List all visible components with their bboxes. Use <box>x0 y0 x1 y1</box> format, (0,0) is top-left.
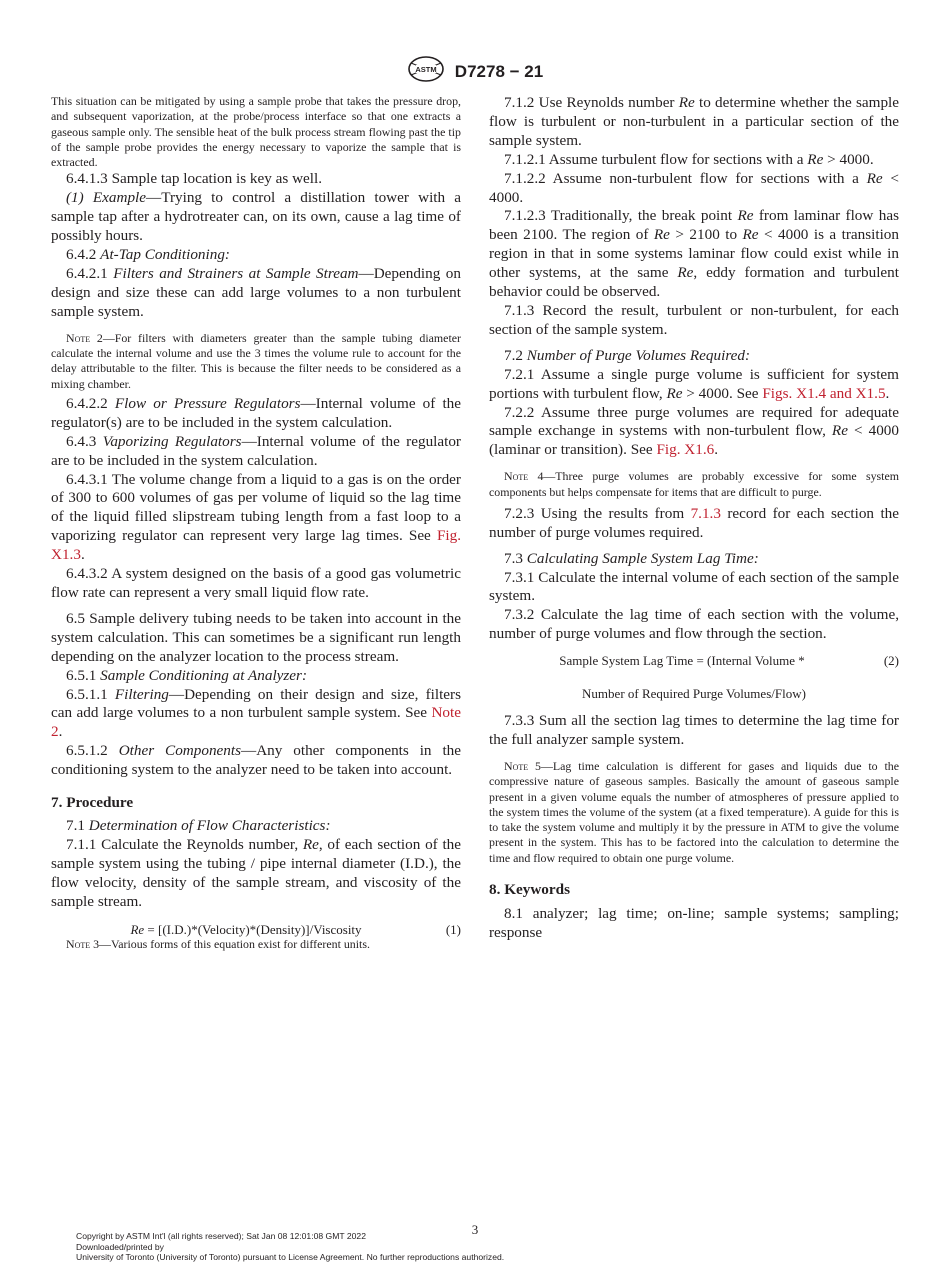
equation-number: (1) <box>445 921 461 937</box>
astm-logo-icon <box>407 56 445 87</box>
section-6-5: 6.5 Sample delivery tubing needs to be taken into account in the system calculation. This can sometimes be a significant run length depending on the analyzer location to the process stream. <box>51 609 461 665</box>
section-8-1: 8.1 analyzer; lag time; on-line; sample systems; sampling; response <box>489 905 899 941</box>
section-7-3-3: 7.3.3 Sum all the section lag times to determine the lag time for the full analyzer sample system. <box>489 712 899 749</box>
section-number: 6.4.3 <box>66 432 103 450</box>
section-title: Other Components <box>118 742 241 760</box>
document-id: D7278 − 21 <box>454 61 544 81</box>
section-7-2 <box>489 347 899 366</box>
section-7-1-3: 7.1.3 Record the result, turbulent or non-turbulent, for each section of the sample system. <box>489 301 899 338</box>
section-number: 6.4.2 <box>66 246 101 264</box>
equation-1 <box>51 921 461 939</box>
section-text: 7.1.2.1 Assume turbulent flow for sections with a <box>504 150 808 168</box>
equation-line-2: Number of Required Purge Volumes/Flow) <box>582 686 806 702</box>
note-label: Note <box>66 936 91 951</box>
section-7-1-2 <box>489 94 899 151</box>
punctuation: . <box>714 441 719 459</box>
section-text: —Internal volume of the regulator(s) are to be included in the system calculation. <box>51 394 462 431</box>
footer-line-1: Copyright by ASTM Int'l (all rights reserved); Sat Jan 08 12:01:08 GMT 2022 <box>76 1231 366 1241</box>
section-number: 6.4.2.1 <box>66 265 114 283</box>
section-7-3 <box>489 550 899 569</box>
section-text: < 4000. <box>489 169 899 206</box>
section-number: 7.3 <box>504 549 527 567</box>
section-title: Filtering <box>114 685 169 703</box>
section-number: 6.4.2.2 <box>66 394 115 412</box>
section-6-4-2-2 <box>51 395 461 433</box>
section-text: 7.1.2.2 Assume non-turbulent flow for sections with a <box>504 169 867 187</box>
section-7-2-2 <box>489 404 899 461</box>
example-text: —Trying to control a distillation tower with a sample tap after a hydrotreater can, on its own, cause a lag time of possibly hours. <box>51 189 462 245</box>
svg-text:ASTM: ASTM <box>415 65 437 74</box>
section-text: < 4000 (laminar or transition). See <box>489 422 899 459</box>
note-label: Note <box>66 330 91 345</box>
section-title: Sample Conditioning at Analyzer: <box>100 666 308 684</box>
footer-line-2: Downloaded/printed by <box>76 1241 164 1252</box>
section-6-5-1 <box>51 667 461 686</box>
section-text: to determine whether the sample flow is turbulent or non-turbulent in a particular section of the sample system. <box>489 94 899 149</box>
section-text: > 4000. <box>823 150 874 168</box>
section-text: 6.4.3.1 The volume change from a liquid to a gas is on the order of 300 to 600 volumes of gas per volume of liquid so the lag time of the liquid filled slipstream tubing length from a fast loop to a vaporizing regulator can represent very large lag times. See <box>51 470 461 545</box>
paragraph-continuation: This situation can be mitigated by using a sample probe that takes the pressure drop, and subsequent vaporization, at the probe/process interface so that one extracts a gaseous sample only. The sensible heat of the bulk process stream flowing past the tip of the sample probe provides the energy necessary to vaporize the sample that is extracted. <box>51 94 461 170</box>
re-symbol: Re <box>130 921 145 937</box>
equation-line-1: Sample System Lag Time = (Internal Volume * <box>559 653 805 669</box>
section-text: 7.1.1 Calculate the Reynolds number, <box>66 835 303 853</box>
re-symbol: Re <box>866 169 883 187</box>
re-symbol: Re <box>742 226 759 244</box>
note-3 <box>51 937 461 952</box>
equation-text: = [(I.D.)*(Velocity)*(Density)]/Viscosity <box>144 921 362 937</box>
section-text: —Any other components in the conditioning system to the analyzer need to be taken into account. <box>51 742 462 779</box>
copyright-footer <box>76 1231 504 1263</box>
note-label: Note <box>504 758 529 773</box>
note-5 <box>489 759 899 866</box>
section-7-1 <box>51 817 461 836</box>
section-number: 6.5.1.2 <box>66 742 119 760</box>
section-title: Calculating Sample System Lag Time: <box>526 549 759 567</box>
note-text: 2—For filters with diameters greater than the sample tubing diameter calculate the internal volume and use the 3 times the volume rule to account for the delay attributable to the filter. This is because the filter needs to be considered as a mixing chamber. <box>51 330 461 391</box>
section-7-1-3-link[interactable]: 7.1.3 <box>690 504 721 522</box>
section-text: < 4000 is a transition region in that in some systems laminar flow could exist while in other systems, at the same <box>489 226 899 282</box>
section-text: —Depending on design and size these can add large volumes to a non turbulent sample system. <box>51 265 461 320</box>
section-text: > 2100 to <box>669 226 743 244</box>
section-text: from laminar flow has been 2100. The region of <box>489 207 899 244</box>
re-symbol: Re <box>831 422 848 440</box>
section-text: 7.2.3 Using the results from <box>504 504 691 522</box>
footer-line-3: University of Toronto (University of Toronto) pursuant to License Agreement. No further reproductions authorized. <box>76 1252 505 1262</box>
re-symbol: Re <box>737 207 754 225</box>
re-symbol: Re <box>677 264 694 282</box>
section-text: > 4000. See <box>682 384 763 402</box>
note-4 <box>489 469 899 500</box>
example-label: (1) Example <box>66 189 147 207</box>
section-6-4-1-3: 6.4.1.3 Sample tap location is key as well. <box>66 170 323 188</box>
section-text: 7.2.2 Assume three purge volumes are required for adequate sample exchange in systems with non-turbulent flow, <box>489 403 899 440</box>
section-text: —Internal volume of the regulator are to be included in the system calculation. <box>51 432 461 469</box>
section-number: 7.1 <box>66 817 89 835</box>
section-number: 6.5.1.1 <box>66 685 115 703</box>
section-6-4-3 <box>51 433 461 471</box>
section-title: Vaporizing Regulators <box>102 432 242 450</box>
re-symbol: Re <box>302 835 319 853</box>
re-symbol: Re <box>678 94 695 111</box>
section-6-5-1-2 <box>51 742 461 780</box>
punctuation: . <box>885 384 890 402</box>
section-text: 7.2.1 Assume a single purge volume is sufficient for system portions with turbulent flow, <box>489 365 899 402</box>
section-text: 7.1.2 Use Reynolds number <box>504 94 679 111</box>
example-paragraph <box>51 189 461 246</box>
section-title: Determination of Flow Characteristics: <box>88 817 331 835</box>
equation-2 <box>489 652 899 703</box>
left-column <box>51 94 461 952</box>
note-text: 4—Three purge volumes are probably excessive for some system components but helps compensate for items that are difficult to purge. <box>489 469 899 499</box>
page-number: 3 <box>471 1222 479 1237</box>
section-number: 6.5.1 <box>66 666 101 684</box>
section-7-1-2-2 <box>489 170 899 208</box>
note-text: 5—Lag time calculation is different for gases and liquids due to the compressive nature of gaseous samples. Basically the amount of gaseous sample present in a given volume equals the number of atmospheres of pressure applied to the system times the volume of the system (at a fixed temperature). A guide for this is to take the system volume and multiply it by the pressure in ATM to give the volume present in the system. This has to be factored into the calculation to determine the time and flow required to obtain one purge volume. <box>489 758 899 865</box>
section-7-1-1 <box>51 836 461 912</box>
section-6-4-3-1 <box>51 471 461 566</box>
section-7-1-2-1 <box>489 151 899 170</box>
section-6-4-2 <box>51 246 461 265</box>
re-symbol: Re <box>666 384 683 402</box>
section-title: Flow or Pressure Regulators <box>114 394 301 412</box>
section-6-4-2-1 <box>51 265 461 322</box>
equation-number: (2) <box>883 653 899 669</box>
page-header <box>0 56 950 87</box>
heading-procedure: 7. Procedure <box>51 794 134 812</box>
fig-x1-3-link[interactable]: Fig. X1.3 <box>51 527 461 564</box>
right-column <box>489 94 899 943</box>
section-text: , of each section of the sample system using the tubing / pipe internal diameter (I.D.), the flow velocity, density of the sample stream, and viscosity of the sample stream. <box>51 835 461 910</box>
section-7-2-3 <box>489 505 899 543</box>
re-symbol: Re <box>653 226 670 244</box>
section-title: Filters and Strainers at Sample Stream <box>113 265 359 283</box>
section-7-3-2: 7.3.2 Calculate the lag time of each section with the volume, number of purge volumes and flow through the section. <box>489 606 899 643</box>
heading-keywords: 8. Keywords <box>489 881 570 899</box>
section-6-4-3-2: 6.4.3.2 A system designed on the basis of a good gas volumetric flow rate can represent a very small liquid flow rate. <box>51 565 461 601</box>
re-symbol: Re <box>807 150 824 168</box>
section-text: —Depending on their design and size, filters can add large volumes to a non turbulent sample system. See <box>51 685 461 722</box>
section-text: , eddy formation and turbulent behavior could be observed. <box>489 264 899 301</box>
note-text: 3—Various forms of this equation exist for different units. <box>90 936 370 951</box>
section-6-5-1-1 <box>51 686 461 743</box>
section-title: Number of Purge Volumes Required: <box>526 346 751 364</box>
note-2-link[interactable]: Note 2 <box>51 704 461 741</box>
fig-x1-6-link[interactable]: Fig. X1.6 <box>656 441 715 459</box>
punctuation: . <box>58 723 63 741</box>
section-7-3-1: 7.3.1 Calculate the internal volume of each section of the sample system. <box>489 568 899 605</box>
note-2 <box>51 331 461 392</box>
section-number: 7.2 <box>504 346 527 364</box>
note-label: Note <box>504 469 529 484</box>
section-7-1-2-3 <box>489 207 899 302</box>
section-text: record for each section the number of purge volumes required. <box>489 504 899 541</box>
figs-x1-4-x1-5-link[interactable]: Figs. X1.4 and X1.5 <box>762 384 886 402</box>
punctuation: . <box>80 546 85 564</box>
section-title: At-Tap Conditioning: <box>100 246 230 264</box>
section-text: 7.1.2.3 Traditionally, the break point <box>504 207 738 225</box>
section-7-2-1 <box>489 366 899 404</box>
